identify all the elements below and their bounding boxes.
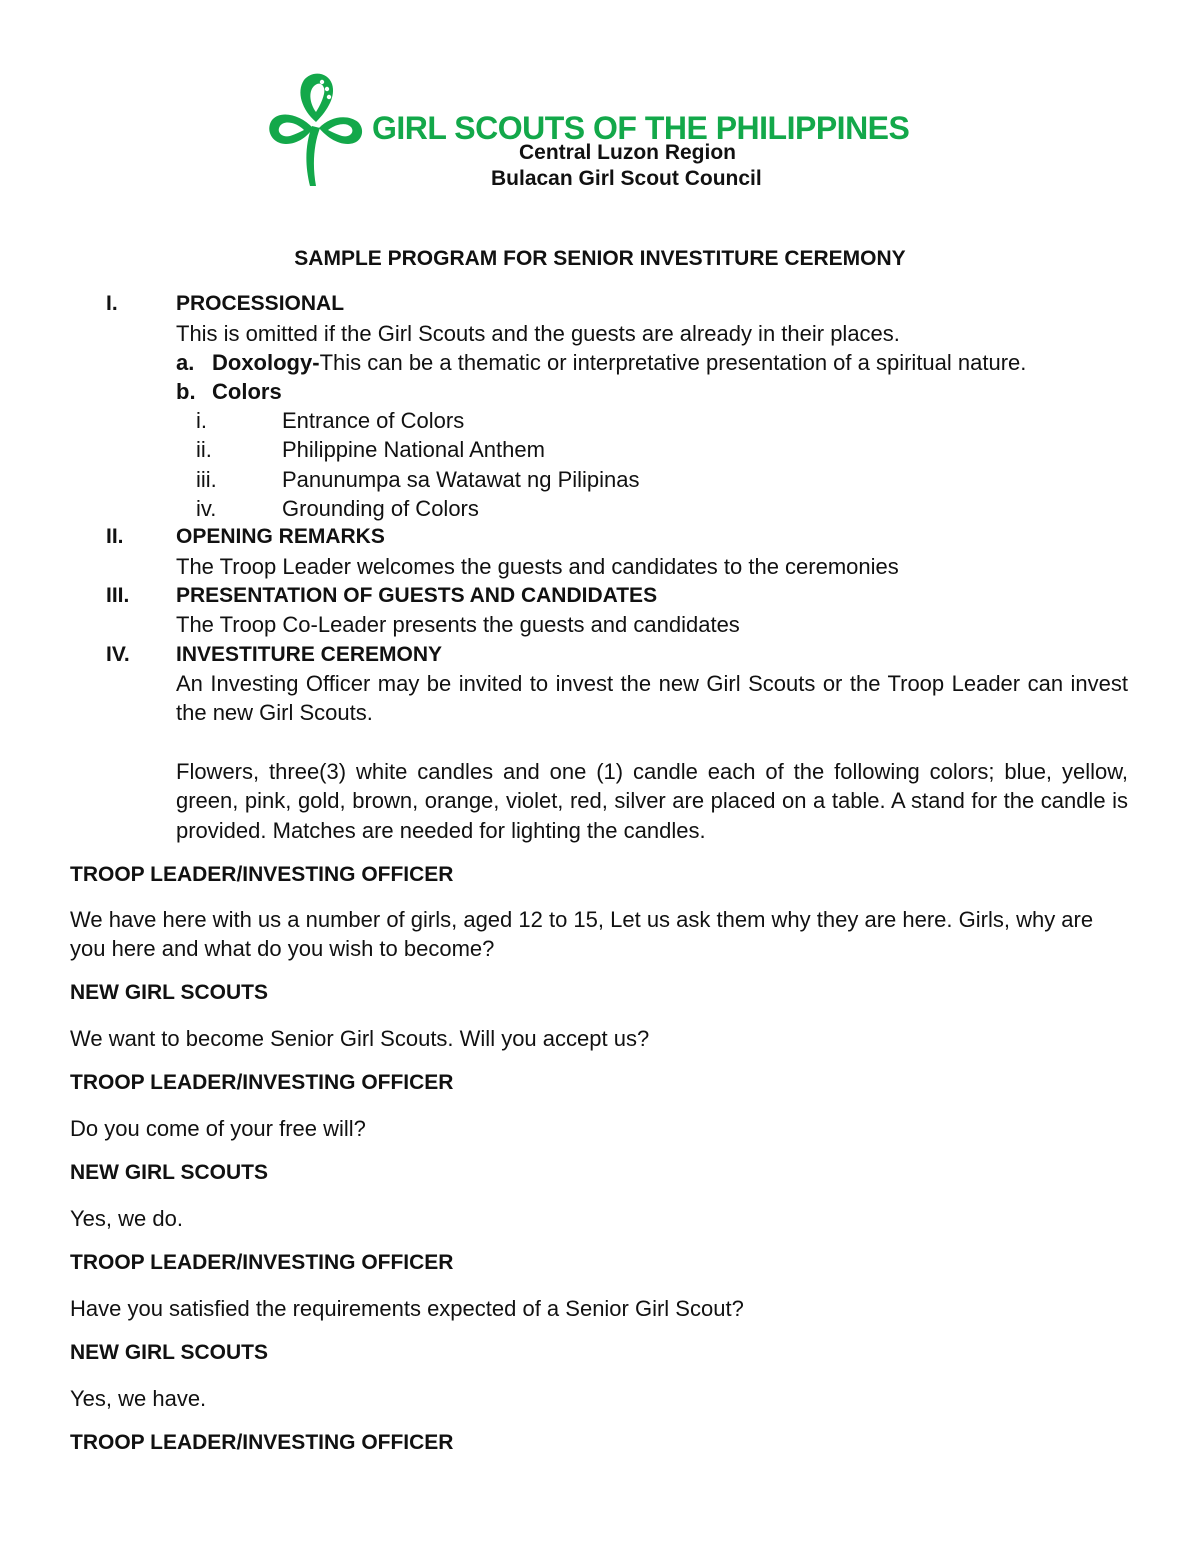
- subitem-text: Philippine National Anthem: [282, 437, 545, 462]
- subitem-number: ii.: [196, 437, 212, 462]
- section-text: This is omitted if the Girl Scouts and the guests are already in their places.: [176, 321, 900, 346]
- dialogue-line: Yes, we have.: [70, 1386, 207, 1411]
- speaker-label: TROOP LEADER/INVESTING OFFICER: [70, 1251, 454, 1274]
- item-label: Colors: [212, 379, 282, 404]
- speaker-label: TROOP LEADER/INVESTING OFFICER: [70, 1071, 454, 1094]
- subitem-number: iii.: [196, 467, 217, 492]
- region-name: Central Luzon Region: [519, 141, 736, 164]
- item-letter: a.: [176, 350, 195, 375]
- organization-name: GIRL SCOUTS OF THE PHILIPPINES: [372, 110, 910, 146]
- item-label: Doxology-: [212, 350, 320, 375]
- council-name: Bulacan Girl Scout Council: [491, 167, 762, 190]
- dialogue-line: Yes, we do.: [70, 1206, 183, 1231]
- trefoil-logo-icon: [266, 70, 366, 188]
- dialogue-line: Have you satisfied the requirements expected of a Senior Girl Scout?: [70, 1296, 744, 1321]
- section-paragraph: Flowers, three(3) white candles and one (1) candle each of the following colors; blue, yellow, green, pink, gold, brown, orange, violet, red, silver are placed on a table. A stand for the candle is provided. Matches are needed for lighting the candles.: [176, 759, 1128, 843]
- dialogue-line: Do you come of your free will?: [70, 1116, 366, 1141]
- section-numeral: I.: [106, 292, 118, 315]
- section-heading: INVESTITURE CEREMONY: [176, 643, 443, 666]
- section-heading: PRESENTATION OF GUESTS AND CANDIDATES: [176, 584, 658, 607]
- subitem-number: i.: [196, 408, 207, 433]
- subitem-text: Entrance of Colors: [282, 408, 465, 433]
- item-letter: b.: [176, 379, 196, 404]
- document-title: SAMPLE PROGRAM FOR SENIOR INVESTITURE CEREMONY: [294, 247, 906, 270]
- subitem-text: Panunumpa sa Watawat ng Pilipinas: [282, 467, 640, 492]
- speaker-label: NEW GIRL SCOUTS: [70, 1341, 268, 1364]
- speaker-label: NEW GIRL SCOUTS: [70, 1161, 268, 1184]
- section-text: The Troop Leader welcomes the guests and candidates to the ceremonies: [176, 554, 899, 579]
- section-heading: PROCESSIONAL: [176, 292, 345, 315]
- subitem-number: iv.: [196, 496, 217, 521]
- section-text: The Troop Co-Leader presents the guests and candidates: [176, 612, 740, 637]
- section-numeral: IV.: [106, 643, 130, 666]
- section-numeral: II.: [106, 525, 124, 548]
- speaker-label: TROOP LEADER/INVESTING OFFICER: [70, 863, 454, 886]
- speaker-label: TROOP LEADER/INVESTING OFFICER: [70, 1431, 454, 1454]
- list-item: [212, 348, 1026, 377]
- item-text: This can be a thematic or interpretative presentation of a spiritual nature.: [319, 350, 1027, 375]
- speaker-label: NEW GIRL SCOUTS: [70, 981, 268, 1004]
- subitem-text: Grounding of Colors: [282, 496, 479, 521]
- section-heading: OPENING REMARKS: [176, 525, 385, 548]
- section-paragraph: An Investing Officer may be invited to invest the new Girl Scouts or the Troop Leader can invest the new Girl Scouts.: [176, 671, 1128, 726]
- dialogue-line: We have here with us a number of girls, aged 12 to 15, Let us ask them why they are here. Girls, why are you here and what do you wish to become?: [70, 907, 1094, 962]
- dialogue-line: We want to become Senior Girl Scouts. Will you accept us?: [70, 1026, 650, 1051]
- section-numeral: III.: [106, 584, 130, 607]
